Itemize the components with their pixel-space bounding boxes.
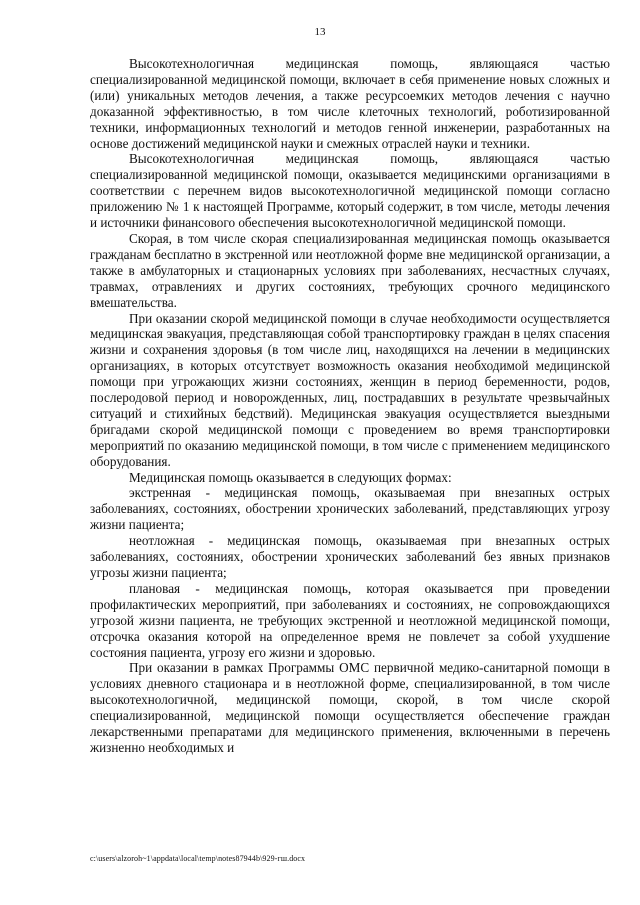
paragraph: плановая - медицинская помощь, которая оказывается при проведении профилактических мероприятий, при заболеваниях и состояниях, не сопровождающихся угрозой жизни пациента, не требующих экстренной и неотложной медицинской помощи, отсрочка оказания которой на определенное время не повлечет за собой ухудшение состояния пациента, угрозу его жизни и здоровью. [90, 580, 610, 660]
paragraph: Медицинская помощь оказывается в следующих формах: [129, 469, 452, 485]
paragraph: Высокотехнологичная медицинская помощь, являющаяся частью специализированной медицинской помощи, включает в себя применение новых сложных и (или) уникальных методов лечения, а также ресурсоемких методов лечения с научно доказанной эффективностью, в том числе клеточных технологий, роботизированной техники, информационных технологий и методов генной инженерии, разработанных на основе достижений медицинской науки и смежных отраслей науки и техники. [90, 56, 610, 151]
page-number: 13 [314, 26, 326, 38]
document-body [90, 56, 610, 756]
paragraph: При оказании скорой медицинской помощи в случае необходимости осуществляется медицинская эвакуация, представляющая собой транспортировку граждан в целях спасения жизни и сохранения здоровья (в том числе лиц, находящихся на лечении в медицинских организациях, в которых отсутствует возможность оказания необходимой медицинской помощи при угрожающих жизни состояниях, женщин в период беременности, родов, послеродовой период и новорожденных, лиц, пострадавших в результате чрезвычайных ситуаций и стихийных бедствий). Медицинская эвакуация осуществляется выездными бригадами скорой медицинской помощи с проведением во время транспортировки мероприятий по оказанию медицинской помощи, в том числе с применением медицинского оборудования. [90, 310, 610, 469]
paragraph: При оказании в рамках Программы ОМС первичной медико-санитарной помощи в условиях дневного стационара и в неотложной форме, специализированной, в том числе высокотехнологичной, медицинской помощи, скорой, в том числе скорой специализированной, медицинской помощи осуществляется обеспечение граждан лекарственными препаратами для медицинского применения, включенными в перечень жизненно необходимых и [90, 660, 610, 755]
paragraph: экстренная - медицинская помощь, оказываемая при внезапных острых заболеваниях, состояниях, обострении хронических заболеваний, представляющих угрозу жизни пациента; [90, 485, 610, 533]
paragraph: Высокотехнологичная медицинская помощь, являющаяся частью специализированной медицинской помощи, оказывается медицинскими организациями в соответствии с перечнем видов высокотехнологичной медицинской помощи согласно приложению № 1 к настоящей Программе, который содержит, в том числе, методы лечения и источники финансового обеспечения высокотехнологичной медицинской помощи. [90, 151, 610, 231]
footer-file-path: c:\users\alzoroh~1\appdata\local\temp\notes87944b\929-гш.docx [90, 854, 306, 863]
paragraph: Скорая, в том числе скорая специализированная медицинская помощь оказывается гражданам бесплатно в экстренной или неотложной форме вне медицинской организации, а также в амбулаторных и стационарных условиях при заболеваниях, несчастных случаях, травмах, отравлениях и других состояниях, требующих срочного медицинского вмешательства. [90, 230, 610, 310]
paragraph: неотложная - медицинская помощь, оказываемая при внезапных острых заболеваниях, состояниях, обострении хронических заболеваний без явных признаков угрозы жизни пациента; [90, 533, 610, 580]
